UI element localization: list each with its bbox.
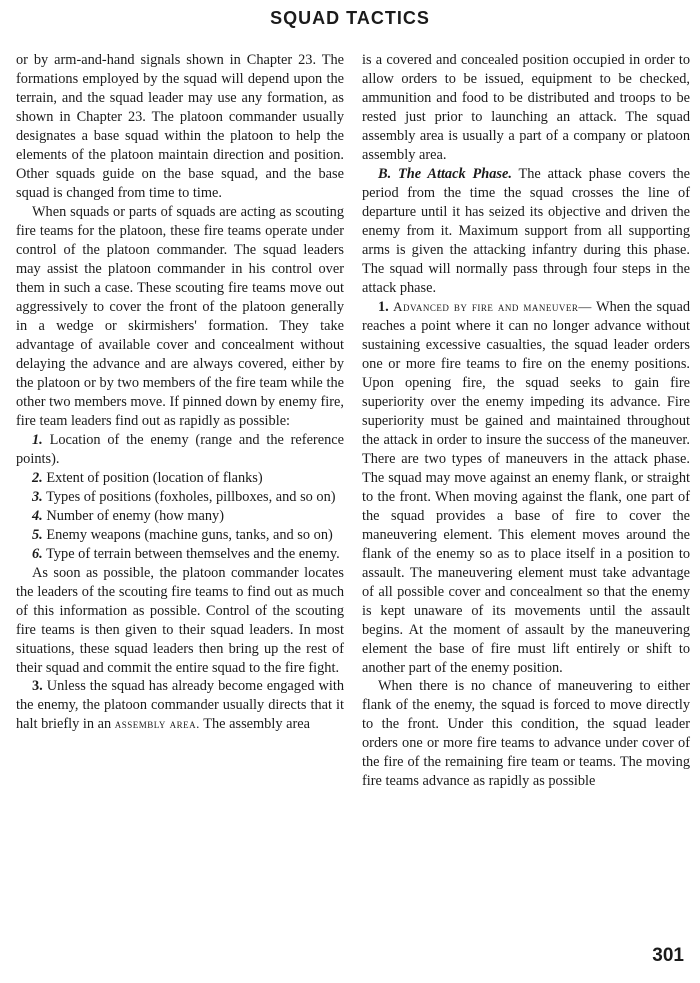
list-item (16, 431, 344, 469)
item-text: Extent of position (location of flanks) (46, 469, 263, 486)
paragraph (362, 298, 690, 678)
item-number: 5. (32, 526, 43, 543)
item-text: Types of positions (foxholes, pillboxes, and so on) (46, 488, 336, 505)
item-number: 3. (32, 488, 43, 505)
section-number: 1. (378, 298, 389, 315)
section-number: 3. (32, 678, 43, 695)
left-column (16, 51, 344, 734)
page-number: 301 (652, 945, 684, 966)
item-text: Enemy weapons (machine guns, tanks, and so on) (46, 526, 333, 543)
right-column (362, 51, 690, 791)
step-heading: Advanced by fire and maneuver— (393, 298, 592, 314)
paragraph-text: The assembly area (203, 716, 310, 733)
running-header: SQUAD TACTICS (270, 8, 430, 28)
paragraph (16, 677, 344, 734)
paragraph: is a covered and concealed position occupied in order to allow orders to be issued, equipment to be checked, ammunition and food to be distributed and troops to be rested just prior to launching an attack. The squad assembly area is usually a part of a company or platoon assembly area. (362, 52, 690, 163)
item-number: 6. (32, 545, 43, 562)
paragraph-text: When the squad reaches a point where it can no longer advance without sustaining excessive casualties, the squad leader orders one or more fire teams to fire on the enemy positions. Upon opening fire, the squad seeks to gain fire superiority over the enemy impeding its advance. Fire superiority must be gained and maintained throughout the attack in order to insure the success of the maneuver. There are two types of maneuvers in the attack phase. The squad may move against an enemy flank, or straight to the front. When moving against the flank, one part of the squad provides a base of fire to cover the maneuvering element. This element moves around the flank of the enemy so as to place itself in a position to assault. The maneuvering element must take advantage of all possible cover and concealment so that the enemy is kept unaware of its movements until the assault begins. At the moment of assault by the maneuvering element the base of fire must lift entirely or shift to another part of the enemy position. (362, 298, 690, 676)
list-item (16, 526, 344, 545)
paragraph: When squads or parts of squads are acting as scouting fire teams for the platoon, these fire teams operate under control of the platoon commander. The squad leaders may assist the platoon commander in his control over them in such a case. These scouting fire teams move out aggressively to cover the front of the platoon generally in a wedge or skirmishers' formation. They take advantage of available cover and concealment without delaying the advance and are always covered, either by the platoon or by two members of the fire team while the other two members move. If pinned down by enemy fire, fire team leaders find out as rapidly as possible: (16, 203, 344, 429)
list-item (16, 545, 344, 564)
list-item (16, 488, 344, 507)
paragraph: As soon as possible, the platoon commander locates the leaders of the scouting fire teams to find out as much of this information as possible. Control of the scouting fire teams is then given to their squad leaders. In most situations, these squad leaders then bring up the rest of their squad and commit the entire squad to the fire fight. (16, 564, 344, 676)
paragraph (362, 165, 690, 298)
paragraph: or by arm-and-hand signals shown in Chapter 23. The formations employed by the squad will depend upon the terrain, and the squad leader may use any formation, as shown in Chapter 23. The platoon commander usually designates a base squad within the platoon to help the elements of the platoon maintain direction and position. Other squads guide on the base squad, and the base squad is changed from time to time. (16, 52, 344, 201)
item-text: Type of terrain between themselves and the enemy. (46, 545, 340, 562)
item-number: 4. (32, 507, 43, 524)
item-number: 2. (32, 469, 43, 486)
section-heading: B. The Attack Phase. (378, 165, 512, 182)
paragraph: When there is no chance of maneuvering to either flank of the enemy, the squad is forced to move directly to the front. Under this condition, the squad leader orders one or more fire teams to advance under cover of the fire of the remaining fire team or teams. The moving fire teams advance as rapidly as possible (362, 678, 690, 790)
paragraph-text: Unless the squad has already become engaged with the enemy, the platoon commander usually directs that it halt briefly in an (16, 678, 344, 733)
list-item (16, 507, 344, 526)
term-small-caps: assembly area. (114, 716, 200, 732)
item-number: 1. (32, 431, 43, 448)
item-text: Location of the enemy (range and the reference points). (16, 431, 344, 467)
list-item (16, 469, 344, 488)
paragraph-text: The attack phase covers the period from the time the squad crosses the line of departure until it has seized its objective and driven the enemy from it. Maximum support from all supporting arms is given the attacking infantry during this phase. The squad will normally pass through four steps in the attack phase. (362, 165, 690, 296)
item-text: Number of enemy (how many) (46, 507, 225, 524)
